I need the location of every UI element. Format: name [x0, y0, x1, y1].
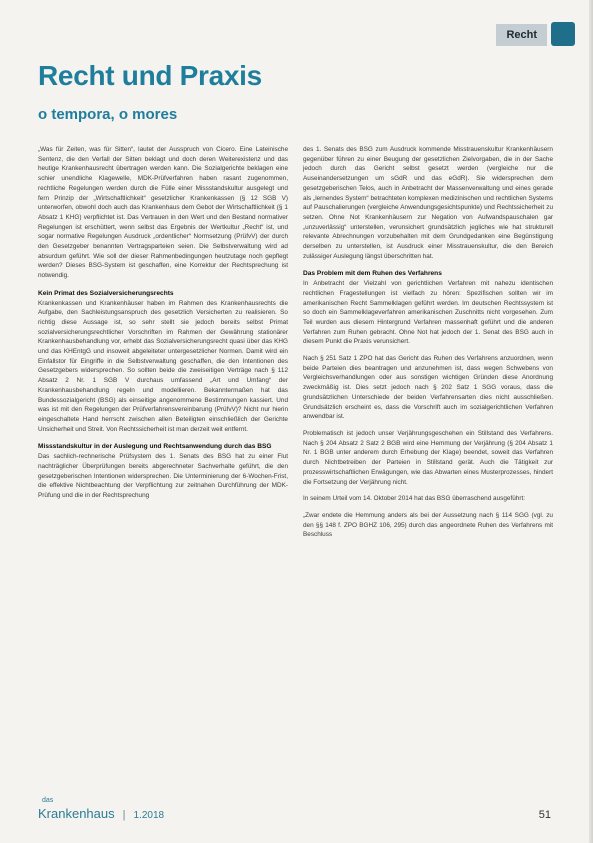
journal-logo-das: das — [42, 797, 54, 804]
article-subtitle: o tempora, o mores — [38, 106, 178, 123]
body-paragraph: Krankenkassen und Krankenhäuser haben im Rahmen des Krankenhausrechts die Aufgabe, den Sachleistungsanspruch des gesetzlich Versicherten zu realisieren. So richtig diese Aussage ist, so sehr stellt sie jedoch bereits selbst Primat sozialversicherungsrechtlicher Vorschriften im Rahmen der Gewährung stationärer Krankenhausbehandlung vor, erhebt das Sozialversicherungsrecht quasi über das KHG und das KHEntgG und insoweit abgeleiteter untergesetzlicher Normen. Damit wird ein Einfallstor für Eingriffe in die Selbstverwaltung geschaffen, die den Intentionen des Gesetzgebers widersprechen. So sollten beide die zweiseitigen Verträge nach § 112 Absatz 2 Nr. 1 SGB V durchaus umfassend „Art und Umfang“ der Krankenhausbehandlung regeln und modellieren. Bekanntermaßen hat das Bundessozialgericht (BSG) als einseitige angenommene Bestimmungen kassiert. Und was ist mit den Regelungen der Prüfverfahrensvereinbarung (PrüfvV)? Nicht nur hierin eingeschaltete Hand herrscht zwischen allen Beteiligten einschließlich der Gerichte Unsicherheit und Streit. Von Rechtssicherheit ist man derzeit weit entfernt. — [38, 299, 288, 433]
footer-separator: | — [122, 809, 126, 821]
body-paragraph: des 1. Senats des BSG zum Ausdruck kommende Misstrauenskultur Krankenhäusern gegenüber führen zu einer Beugung der gesetzlichen Zielvorgaben, die in der Sache jedoch durch das Gericht selbst gesetzt werden (vergleiche nur die Auseinandersetzungen um sGdR und das eGdR). Sie widersprechen dem gesetzgeberischen Telos, auch in Anbetracht der Massenverwaltung und eines gerade als „lernendes System“ betrachteten komplexen medizinischen und rechtlichen Systems auf Pauschalierungen (vergleiche Anwendungsgesichtspunkte) und Rechtssicherheit zu setzen. Ohne Not Krankenhäusern zur Negation von Aufwandspauschalen gar „unzuverlässig“ unterstellen, verunsichert grundsätzlich jegliches wie hat strukturell relevante Abrechnungen vorzubehalten mit dem Grundgedanken eine Begünstigung derselben zu unterstellen, ist Ausdruck einer Misstrauenskultur, die den Bereich zulässiger Auslegung längst überschritten hat. — [303, 146, 553, 260]
section-heading: Kein Primat des Sozialversicherungsrechts — [38, 289, 174, 297]
body-paragraph: Problematisch ist jedoch unser Verjährungsgeschehen ein Stillstand des Verfahrens. Nach § 204 Absatz 2 Satz 2 BGB wird eine Hemmung der Verjährung (§ 204 Absatz 1 Nr. 1 BGB unter anderem durch Erhebung der Klage) beendet, soweit das Verfahren durch Nichtbetreiben der Parteien in Stillstand gerät. Auch die Tätigkeit zur prozesswirtschaftlichen Erwägungen, wie das Abwarten eines Musterprozesses, hindert die Fortsetzung der Verjährung nicht. — [303, 429, 553, 486]
footer — [38, 797, 165, 821]
section-heading: Missstandskultur in der Auslegung und Rechtsanwendung durch das BSG — [38, 443, 272, 451]
issue-number: 1.2018 — [133, 810, 165, 821]
body-paragraph: In Anbetracht der Vielzahl von gerichtlichen Verfahren mit nahezu identischen rechtlichen Fragestellungen ist vielfach zu hören: Spezifischen sollten wir im amerikanischen Recht Sammelklagen geführt werden. Im deutschen Rechtssystem ist so doch ein Sammelklageverfahren amerikanischen Zuschnitts nicht vorgesehen. Zum Teil wurden aus diesem Hintergrund Verfahren massenhaft geführt und die anderen Verfahren zum Ruhen gebracht. Ohne Not hat jedoch der 1. Senat des BSG auch in diesem Punkt die Praxis verunsichert. — [303, 280, 553, 346]
page-number: 51 — [538, 809, 551, 821]
body-paragraph: Nach § 251 Satz 1 ZPO hat das Gericht das Ruhen des Verfahrens anzuordnen, wenn beide Parteien dies beantragen und anzunehmen ist, dass wegen Schwebens von Vergleichsverhandlungen oder aus sonstigen wichtigen Gründen diese Anordnung zweckmäßig ist. Dies setzt jedoch nach § 202 Satz 1 SGG voraus, dass die grundsätzlichen Unterschiede der beiden Verfahrensarten dies nicht ausschließen. Grundsätzlich erscheint es, dass die Vorschrift auch im sozialgerichtlichen Verfahren anwendbar ist. — [303, 355, 553, 421]
journal-logo — [38, 797, 115, 821]
journal-logo-name: Krankenhaus — [38, 806, 115, 821]
left-column — [38, 145, 288, 508]
section-heading: Das Problem mit dem Ruhen des Verfahrens — [303, 270, 442, 278]
article-title: Recht und Praxis — [38, 60, 262, 91]
right-column — [303, 145, 553, 547]
section-color-block — [551, 22, 575, 46]
section-tag: Recht — [496, 24, 547, 46]
body-paragraph: Das sachlich-rechnerische Prüfsystem des 1. Senats des BSG hat zu einer Flut nachträglicher Überprüfungen bereits abgerechneter Sachverhalte geführt, die den gesetzgeberischen Intentionen widersprechen. Die Unterminierung der 6-Wochen-Frist, die effektive Nichtbeachtung der Verpflichtung zur zeitnahen Durchführung der MDK-Prüfung und die in der Rechtsprechung — [38, 453, 288, 499]
body-paragraph: In seinem Urteil vom 14. Oktober 2014 hat das BSG überraschend ausgeführt: — [303, 495, 526, 503]
body-paragraph: „Was für Zeiten, was für Sitten“, lautet der Ausspruch von Cicero. Eine Lateinische Sentenz, die den Verfall der Sitten beklagt und doch deren Weiterexistenz und das heutige Krankenhausrecht übertragen werden kann. Die Sozialgerichte beklagen eine schier unendliche Klagewelle, MDK-Prüfverfahren haben rasant zugenommen, rechtliche Regelungen werden durch die Fülle einer Missstandskultur ausgelegt und fern Prinzip der „Wirtschaftlichkeit“ gesetzlicher Krankenkassen (§ 12 SGB V) unterworfen, obwohl doch auch das Krankenhaus dem Gebot der Wirtschaftlichkeit (§ 1 Absatz 1 KHG) verpflichtet ist. Das Vertrauen in den Wert und den Bestand normativer Regelungen ist erschüttert, wenn selbst das Ergebnis der Wertkultur „Recht“ ist, und sogar normative Regelungen Ausdruck „ordentlicher“ Normsetzung (PrüfvV) der durch den Gesetzgeber benannten Vertragsparteien seien. Die Selbstverwaltung wird ad absurdum geführt. Wie soll der dieser Rahmenbedingungen heutzutage noch gepflegt werden? Dieses BSG-System ist geschaffen, eine Korrektur der Rechtsprechung ist notwendig. — [38, 146, 288, 280]
page-fold-shadow — [589, 0, 593, 843]
body-paragraph: „Zwar endete die Hemmung anders als bei der Aussetzung nach § 114 SGG (vgl. zu den §§ 148 f. ZPO BGHZ 106, 295) durch das angeordnete Ruhen des Verfahrens mit Beschluss — [303, 511, 553, 539]
